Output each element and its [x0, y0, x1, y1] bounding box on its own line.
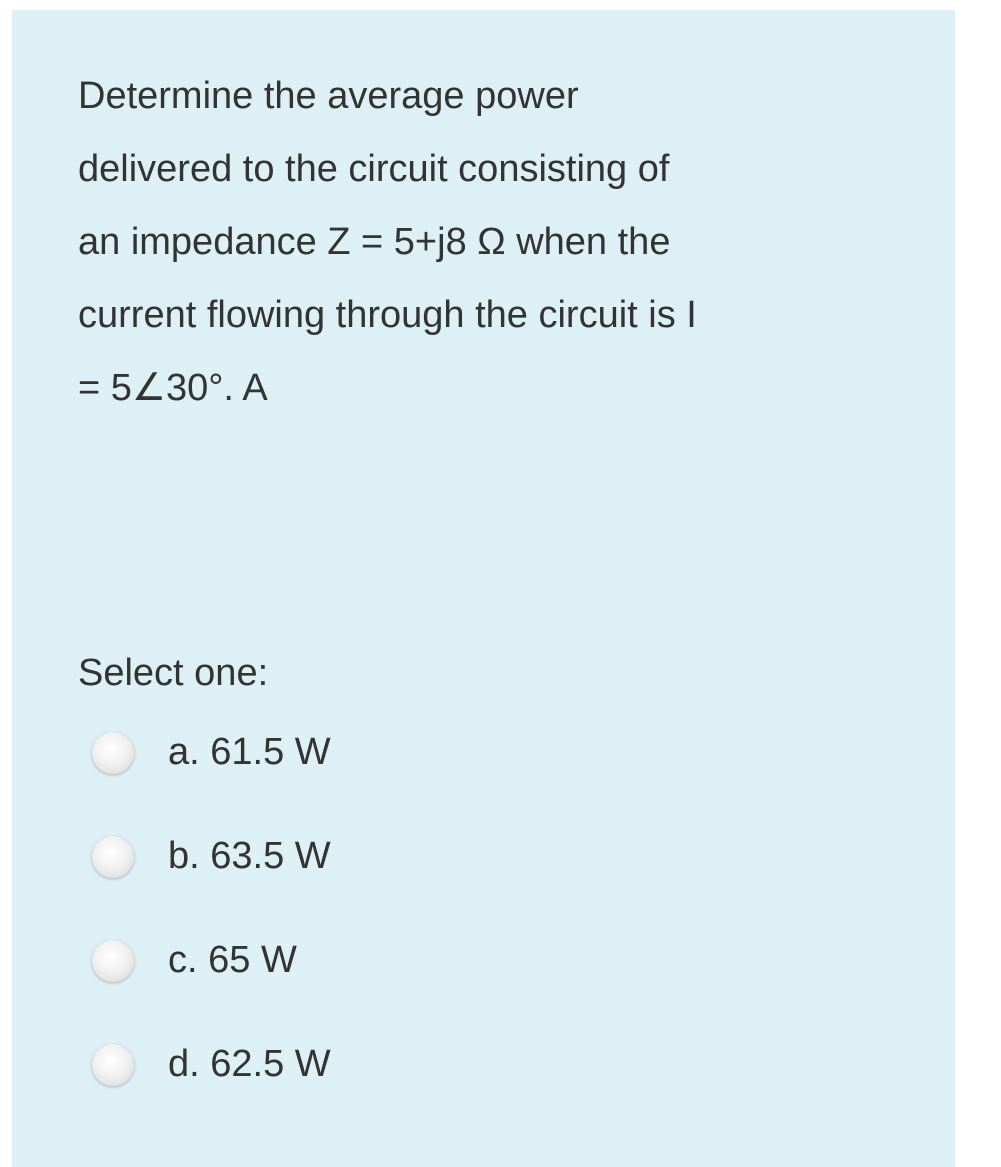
radio-button-icon[interactable] — [92, 1044, 134, 1086]
question-line: current flowing through the circuit is I — [78, 294, 697, 336]
question-line: an impedance Z = 5+j8 Ω when the — [78, 221, 671, 263]
option-c[interactable] — [92, 930, 792, 1034]
option-label[interactable]: d. 62.5 W — [168, 1043, 331, 1085]
option-label[interactable]: a. 61.5 W — [168, 731, 331, 773]
option-a[interactable] — [92, 722, 792, 826]
question-line: delivered to the circuit consisting of — [78, 148, 670, 190]
option-b[interactable] — [92, 826, 792, 930]
question-line: Determine the average power — [78, 75, 579, 117]
radio-button-icon[interactable] — [92, 940, 134, 982]
option-label[interactable]: c. 65 W — [168, 939, 297, 981]
answer-options — [92, 722, 792, 1138]
radio-button-icon[interactable] — [92, 732, 134, 774]
select-one-label: Select one: — [78, 652, 269, 694]
question-line: = 5∠30°. A — [78, 367, 268, 409]
option-label[interactable]: b. 63.5 W — [168, 835, 331, 877]
question-text — [78, 60, 898, 425]
question-card — [12, 10, 955, 1167]
option-d[interactable] — [92, 1034, 792, 1138]
radio-button-icon[interactable] — [92, 836, 134, 878]
